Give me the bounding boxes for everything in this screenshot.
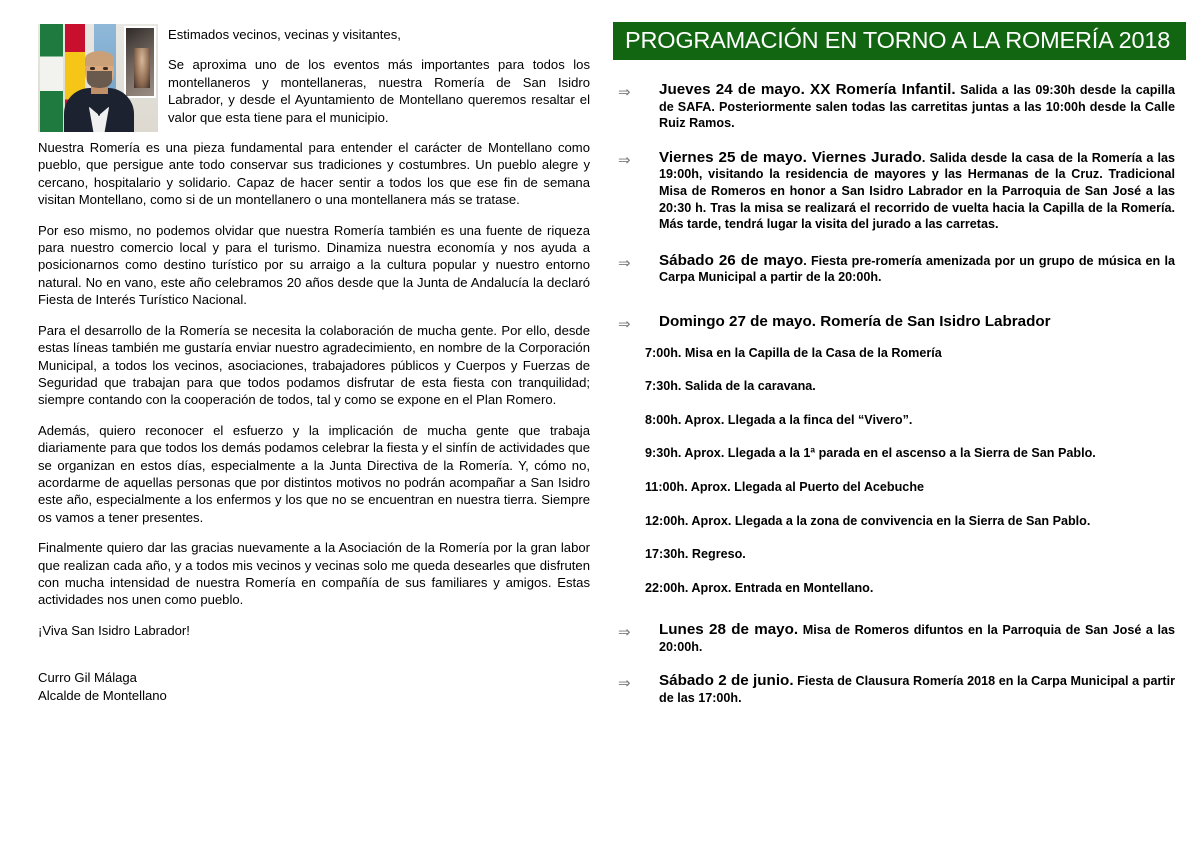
sunday-schedule-list	[605, 345, 1185, 597]
programme-item-text	[659, 150, 1185, 233]
schedule-entry: 7:00h. Misa en la Capilla de la Casa de la Romería	[645, 345, 942, 360]
programme-banner-title: PROGRAMACIÓN EN TORNO A LA ROMERÍA 2018	[625, 27, 1171, 54]
programme-banner	[613, 22, 1186, 60]
mayor-letter-column	[38, 24, 590, 824]
andalusia-flag-icon	[40, 24, 63, 132]
programme-column	[605, 0, 1185, 848]
programme-item-day: Jueves 24 de mayo. XX Romería Infantil.	[659, 81, 956, 98]
schedule-entry: 12:00h. Aprox. Llegada a la zona de convivencia en la Sierra de San Pablo.	[645, 513, 1091, 528]
schedule-entry: 9:30h. Aprox. Llegada a la 1ª parada en el ascenso a la Sierra de San Pablo.	[645, 446, 1096, 461]
portrait-scalp	[85, 51, 114, 66]
programme-item-day: Sábado 26 de mayo	[659, 251, 804, 269]
letter-closing-cheer: ¡Viva San Isidro Labrador!	[38, 622, 190, 638]
portrait-eye-right	[103, 67, 108, 70]
double-arrow-icon: ⇒	[618, 675, 631, 693]
mayor-photo	[38, 24, 158, 132]
portrait-eye-left	[90, 67, 95, 70]
letter-paragraph-2: Nuestra Romería es una pieza fundamental para entender el carácter de Montellano como pueblo, que persigue ante todo conservar sus tradiciones y costumbres. Un pueblo alegre y cercano, hospitalario y solidario. Capaz de hacer sentir a todos los que ese fin de semana visitan Montellano, como si de un montellanero o una montellanera más se tratase.	[38, 140, 590, 208]
programme-item	[605, 253, 1185, 286]
double-arrow-icon: ⇒	[618, 151, 631, 169]
programme-item-day: Sábado 2 de junio.	[659, 672, 794, 690]
programme-item	[605, 314, 1185, 331]
programme-item-detail: Fiesta de Clausura Romería 2018 en la Carpa Municipal a partir de las 17:00h.	[659, 674, 1175, 706]
programme-item-detail: Misa de Romeros difuntos en la Parroquia de San José a las 20:00h.	[659, 623, 1175, 654]
programme-item	[605, 673, 1185, 706]
programme-item-day: Domingo 27 de mayo. Romería de San Isidro Labrador	[659, 312, 1051, 330]
letter-paragraph-3: Por eso mismo, no podemos olvidar que nuestra Romería también es una fuente de riqueza para nuestro comercio local y para el turismo. Dinamiza nuestra economía y nos ayuda a posicionarnos como destino turístico por su arraigo a la cultura popular y nuestro entorno natural. No en vano, este año celebramos 20 años desde que la Junta de Andalucía la declaró Fiesta de Interés Turístico Nacional.	[38, 222, 590, 308]
schedule-entry: 22:00h. Aprox. Entrada en Montellano.	[645, 580, 874, 595]
programme-item	[605, 622, 1185, 655]
signature-name: Curro Gil Málaga	[38, 670, 137, 686]
double-arrow-icon: ⇒	[618, 624, 631, 642]
letter-paragraph-6: Finalmente quiero dar las gracias nuevamente a la Asociación de la Romería por la gran labor que realizan cada año, y a todos mis vecinos y vecinas solo me queda desearles que disfruten con mucha intensidad de nuestra Romería en compañía de sus familiares y amigos. Estas actividades nos unen como pueblo.	[38, 540, 590, 608]
signature-title: Alcalde de Montellano	[38, 687, 167, 703]
programme-item-text	[659, 253, 1185, 286]
double-arrow-icon: ⇒	[618, 254, 631, 272]
double-arrow-icon: ⇒	[618, 315, 631, 333]
programme-item-text	[659, 673, 1185, 706]
mayor-portrait-figure	[64, 36, 134, 132]
programme-item-detail: . Salida desde la casa de la Romería a las 19:00h, visitando la residencia de mayores y las Hermanas de la Cruz. Tradicional Misa de Romeros en honor a San Isidro Labrador en la Parroquia de San José a las 20:30 h. Tras la misa se realizará el recorrido de vuelta hacia la Capilla de la Romería. Más tarde, tendrá lugar la visita del jurado a las carretas.	[659, 150, 1176, 232]
double-arrow-icon: ⇒	[618, 84, 631, 101]
programme-item-detail: . Fiesta pre-romería amenizada por un grupo de música en la Carpa Municipal a partir de la 20:00h.	[659, 253, 1175, 285]
programme-items-list	[605, 82, 1185, 707]
schedule-entry: 17:30h. Regreso.	[645, 547, 746, 562]
letter-paragraph-4: Para el desarrollo de la Romería se necesita la colaboración de mucha gente. Por ello, desde estas líneas también me gustaría enviar nuestro agradecimiento, en nombre de la Corporación Municipal, a todos los vecinos, asociaciones, trabajadores públicos y Cuerpos y Fuerzas de Seguridad que trabajan para que todos podamos disfrutar de esta fiesta con tranquilidad; siempre contando con la cooperación de todos, tal y como se expone en el Plan Romero.	[38, 322, 590, 408]
programme-item-text	[659, 82, 1185, 132]
programme-item-day: Viernes 25 de mayo. Viernes Jurado	[659, 148, 922, 166]
programme-item	[605, 150, 1185, 233]
letter-signature	[38, 669, 590, 704]
programme-item-day: Lunes 28 de mayo.	[659, 621, 799, 639]
programme-item-text	[659, 314, 1185, 331]
letter-paragraph-5: Además, quiero reconocer el esfuerzo y la implicación de mucha gente que trabaja diariamente para que todos los demás podamos celebrar la fiesta y el sinfín de actividades que se organizan en estos días, especialmente a la Junta Directiva de la Romería. Y, cómo no, acordarme de aquellas personas que por distintos motivos no podrán acompañar a San Isidro este año, especialmente a los enfermos y los que no se encuentran en nuestra tierra. Siempre os vamos a tener presentes.	[38, 422, 590, 525]
letter-paragraph-1: Se aproxima uno de los eventos más importantes para todos los montellaneros y montellaneras, nuestra Romería de San Isidro Labrador, y desde el Ayuntamiento de Montellano queremos resaltar el valor que esta tiene para el municipio.	[168, 57, 590, 125]
portrait-beard	[87, 71, 112, 88]
programme-item-text	[659, 622, 1185, 655]
schedule-entry: 8:00h. Aprox. Llegada a la finca del “Vivero”.	[645, 412, 913, 427]
programme-item	[605, 82, 1185, 132]
schedule-entry: 11:00h. Aprox. Llegada al Puerto del Acebuche	[645, 479, 925, 494]
letter-greeting: Estimados vecinos, vecinas y visitantes,	[168, 27, 401, 42]
programme-item-detail: Salida a las 09:30h desde la capilla de SAFA. Posteriormente salen todas las carretitas juntas a las 10:00h desde la Calle Ruiz Ramos.	[659, 83, 1175, 131]
schedule-entry: 7:30h. Salida de la caravana.	[645, 379, 816, 394]
